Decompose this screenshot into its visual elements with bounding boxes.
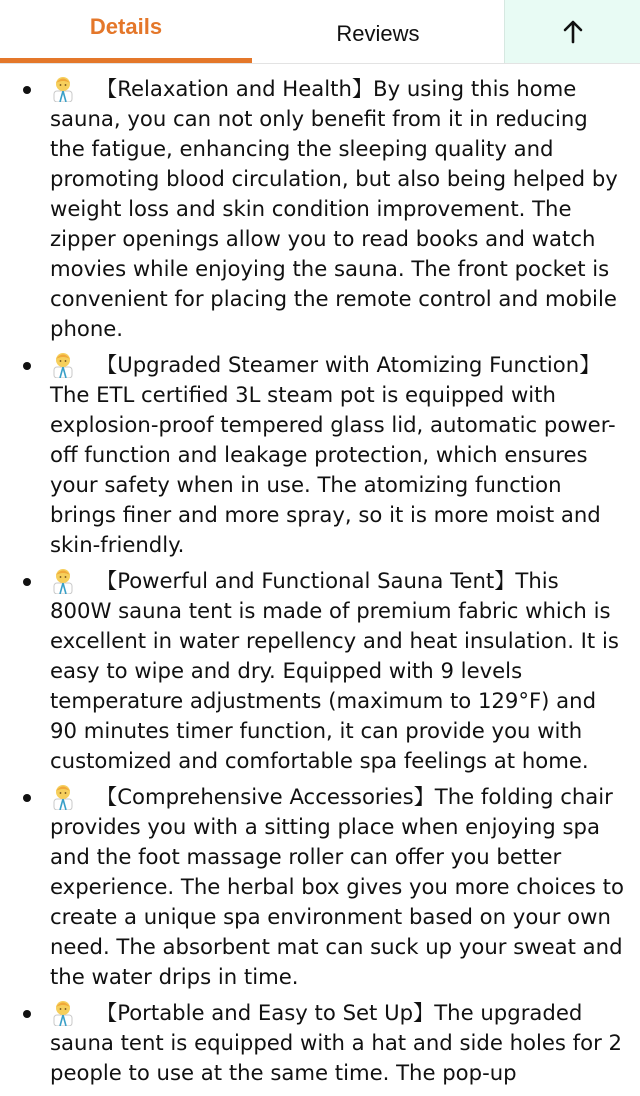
tab-reviews[interactable] — [252, 0, 504, 63]
feature-bullet-list — [0, 74, 640, 1088]
bullet-dot — [23, 794, 31, 802]
bullet-dot — [23, 86, 31, 94]
tab-bar — [0, 0, 640, 64]
bullet-text: 【Powerful and Functional Sauna Tent】This 800W sauna tent is made of premium fabric which is excellent in water repellency and heat insulation. It is easy to wipe and dry. Equipped with 9 levels temperature adjustments (maximum to 129°F) and 90 minutes timer function, it can provide you with customized and comfortable spa feelings at home. — [50, 568, 619, 773]
bullet-text: 【Comprehensive Accessories】The folding chair provides you with a sitting place when enjoying spa and the foot massage roller can offer you better experience. The herbal box gives you more choices to create a unique spa environment based on your own need. The absorbent mat can suck up your sweat and the water drips in time. — [50, 784, 624, 989]
list-item — [0, 998, 640, 1088]
active-tab-underline — [0, 58, 252, 63]
tab-details-label: Details — [89, 13, 163, 39]
tab-reviews-label: Reviews — [336, 20, 420, 46]
list-item — [0, 566, 640, 776]
person-emoji-icon — [50, 74, 76, 102]
list-item — [0, 74, 640, 344]
bullet-text: 【Portable and Easy to Set Up】The upgraded sauna tent is equipped with a hat and side holes for 2 people to use at the same time. The pop-up — [50, 1000, 623, 1085]
back-to-top-button[interactable] — [504, 0, 640, 63]
person-emoji-icon — [50, 998, 76, 1026]
person-emoji-icon — [50, 350, 76, 378]
product-details — [0, 74, 640, 1094]
arrow-up-icon — [562, 20, 584, 44]
bullet-text: 【Relaxation and Health】By using this home sauna, you can not only benefit from it in reducing the fatigue, enhancing the sleeping quality and promoting blood circulation, but also being helped by weight loss and skin condition improvement. The zipper openings allow you to read books and watch movies while enjoying the sauna. The front pocket is convenient for placing the remote control and mobile phone. — [50, 76, 618, 341]
bullet-dot — [23, 1010, 31, 1018]
list-item — [0, 350, 640, 560]
person-emoji-icon — [50, 782, 76, 810]
bullet-dot — [23, 362, 31, 370]
person-emoji-icon — [50, 566, 76, 594]
bullet-text: 【Upgraded Steamer with Atomizing Function】The ETL certified 3L steam pot is equipped with explosion-proof tempered glass lid, automatic power-off function and leakage protection, which ensures your safety when in use. The atomizing function brings finer and more spray, so it is more moist and skin-friendly. — [50, 352, 616, 557]
list-item — [0, 782, 640, 992]
tab-details[interactable] — [0, 0, 252, 63]
bullet-dot — [23, 578, 31, 586]
